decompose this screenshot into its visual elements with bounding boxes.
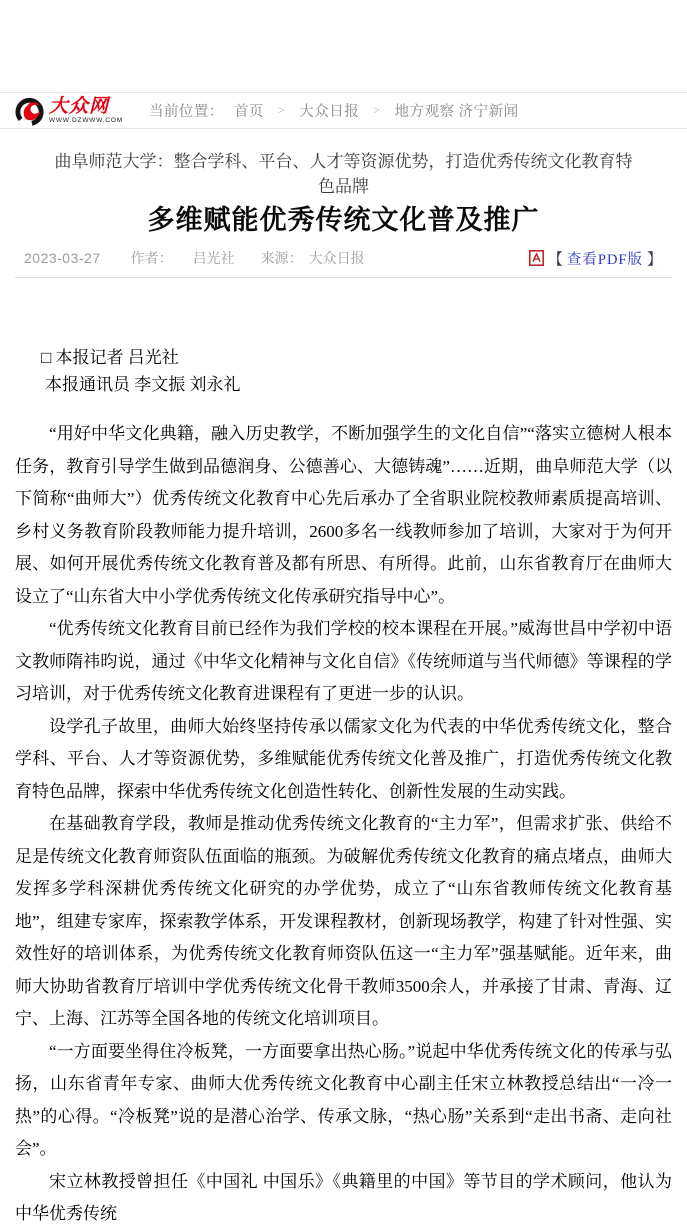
view-pdf-link[interactable]: 查看PDF版	[566, 251, 643, 268]
article-container	[0, 149, 687, 1231]
top-whitespace	[0, 0, 687, 92]
breadcrumb-item-home[interactable]: 首页	[233, 104, 264, 120]
site-header-bar	[0, 92, 687, 129]
view-pdf-area	[529, 248, 662, 269]
byline-reporter: □ 本报记者 吕光社	[41, 348, 179, 367]
article-title: 多维赋能优秀传统文化普及推广	[147, 205, 540, 235]
breadcrumb-label: 当前位置：	[148, 104, 224, 120]
chevron-right-icon: >	[277, 103, 286, 117]
dzwww-emblem-icon	[14, 95, 45, 127]
pdf-file-icon	[529, 250, 544, 266]
article-byline	[15, 344, 672, 398]
logo-domain: WWW.DZWWW.COM	[49, 116, 123, 124]
paragraph: “用好中华文化典籍，融入历史教学，不断加强学生的文化自信”“落实立德树人根本任务，教育引导学生做到品德润身、公德善心、大德铸魂”……近期，曲阜师范大学（以下简称“曲师大”）优秀传统文化教育中心先后承办了全省职业院校教师素质提高培训、乡村义务教育阶段教师能力提升培训，2600多名一线教师参加了培训，大家对于为何开展、如何开展优秀传统文化教育普及都有所思、有所得。此前，山东省教育厅在曲师大设立了“山东省大中小学优秀传统文化传承研究指导中心”。	[15, 424, 672, 606]
article-subtitle: 曲阜师范大学：整合学科、平台、人才等资源优势，打造优秀传统文化教育特色品牌	[54, 152, 633, 196]
breadcrumb-item-current: 地方观察 济宁新闻	[394, 104, 519, 120]
paragraph: “一方面要坐得住冷板凳，一方面要拿出热心肠。”说起中华优秀传统文化的传承与弘扬，山东省青年专家、曲师大优秀传统文化教育中心副主任宋立林教授总结出“一冷一热”的心得。“冷板凳”说的是潜心治学、传承文脉，“热心肠”关系到“走出书斋、走向社会”。	[15, 1041, 672, 1158]
publish-date: 2023-03-27	[24, 250, 101, 266]
pdf-bracket-open: 【	[547, 251, 563, 268]
source-label: 来源：	[260, 252, 303, 267]
breadcrumb	[149, 100, 519, 121]
paragraph: 设学孔子故里，曲师大始终坚持传承以儒家文化为代表的中华优秀传统文化，整合学科、平台、人才等资源优势，多维赋能优秀传统文化普及推广，打造优秀传统文化教育特色品牌，探索中华优秀传统文化创造性转化、创新性发展的生动实践。	[15, 716, 672, 801]
paragraph: 宋立林教授曾担任《中国礼 中国乐》《典籍里的中国》等节目的学术顾问，他认为中华优秀传统	[15, 1171, 672, 1223]
byline-correspondent: 本报通讯员 李文振 刘永礼	[45, 375, 241, 394]
paragraph: “优秀传统文化教育目前已经作为我们学校的校本课程在开展。”威海世昌中学初中语文教师隋祎昀说，通过《中华文化精神与文化自信》《传统师道与当代师德》等课程的学习培训，对于优秀传统文化教育进课程有了更进一步的认识。	[15, 619, 672, 703]
site-logo[interactable]	[14, 95, 123, 127]
breadcrumb-item-dazhongdaily[interactable]: 大众日报	[299, 104, 360, 120]
article-meta-row	[15, 246, 672, 270]
paragraph: 在基础教育学段，教师是推动优秀传统文化教育的“主力军”，但需求扩张、供给不足是传统文化教育师资队伍面临的瓶颈。为破解优秀传统文化教育的痛点堵点，曲师大发挥多学科深耕优秀传统文化研究的办学优势，成立了“山东省教师传统文化教育基地”，组建专家库，探索教学体系，开发课程教材，创新现场教学，构建了针对性强、实效性好的培训体系，为优秀传统文化教育师资队伍这一“主力军”强基赋能。近年来，曲师大协助省教育厅培训中学优秀传统文化骨干教师3500余人，并承接了甘肃、青海、辽宁、上海、江苏等全国各地的传统文化培训项目。	[15, 814, 672, 1028]
source-name: 大众日报	[308, 252, 365, 267]
chevron-right-icon: >	[373, 103, 381, 117]
article-body	[15, 418, 672, 1231]
header-divider	[15, 277, 672, 278]
author-name: 吕光社	[192, 252, 235, 267]
pdf-bracket-close: 】	[646, 251, 662, 268]
logo-wordmark: 大众网	[49, 95, 110, 117]
author-label: 作者：	[130, 252, 173, 267]
